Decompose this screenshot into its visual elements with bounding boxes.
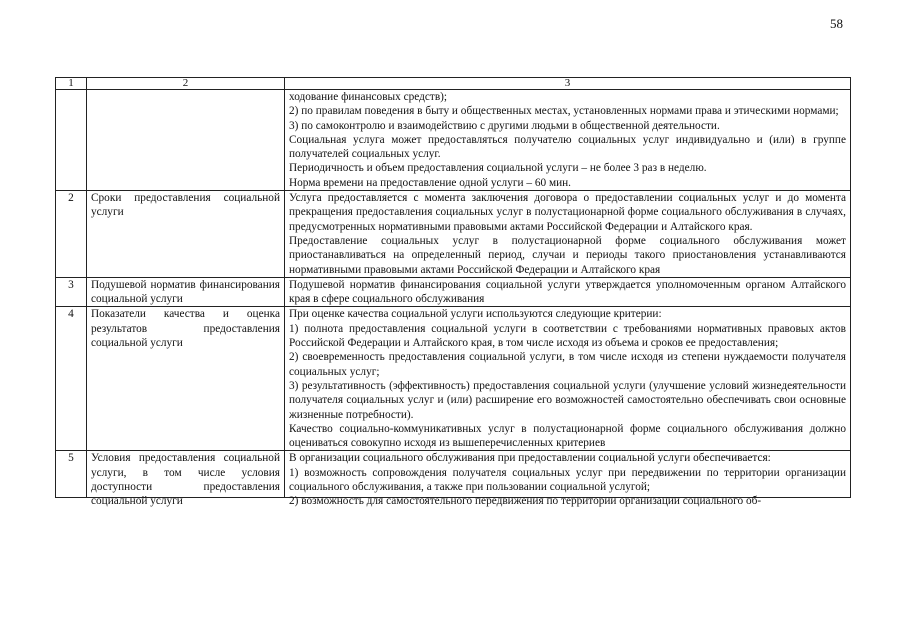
paragraph: ходование финансовых средств);	[289, 91, 448, 103]
row-name: Сроки предоставления социальной услуги	[87, 191, 285, 278]
row-content	[285, 277, 851, 307]
paragraph: 1) полнота предоставления социальной услуги в соответствии с требованиями нормативных правовых актов Российской Федерации и Алтайского края, в том числе исходя из объема и сроков ее предоставления;	[289, 322, 846, 350]
paragraph: 2) по правилам поведения в быту и общественных местах, установленных нормами права и этическими нормами;	[289, 105, 839, 118]
paragraph: 2) возможность для самостоятельного передвижения по территории организации социального об-	[289, 495, 762, 508]
paragraph: 3) по самоконтролю и взаимодействию с другими людьми в общественной деятельности.	[289, 119, 720, 132]
table-row	[56, 191, 851, 278]
table-row	[56, 307, 851, 451]
page-number: 58	[830, 16, 843, 31]
column-header-content: 3	[285, 78, 851, 90]
table-row	[56, 90, 851, 191]
row-name	[87, 90, 285, 191]
paragraph: При оценке качества социальной услуги используются следующие критерии:	[289, 308, 662, 321]
row-content-clip	[289, 451, 846, 508]
paragraph: Предоставление социальных услуг в полустационарной форме социального обслуживания может приостанавливаться на определенный период, случаи и периоды такого приостановления устанавливаются нормативными правовыми актами Российской Федерации и Алтайского края	[289, 234, 846, 276]
table-header-row	[56, 78, 851, 90]
paragraph: Качество социально-коммуникативных услуг в полустационарной форме социального обслуживания должно оцениваться совокупно исходя из вышеперечисленных критериев	[289, 422, 846, 450]
paragraph: 1) возможность сопровождения получателя социальных услуг при передвижении по территории организации социального обслуживания, а также при пользовании социальной услугой;	[289, 466, 846, 494]
paragraph: Подушевой норматив финансирования социальной услуги утверждается уполномоченным органом Алтайского края в сфере социального обслуживания	[289, 278, 846, 306]
row-name: Показатели качества и оценка результатов предоставления социальной услуги	[87, 307, 285, 451]
paragraph: Периодичность и объем предоставления социальной услуги – не более 3 раз в неделю.	[289, 162, 707, 175]
paragraph: В организации социального обслуживания при предоставлении социальной услуги обеспечивается:	[289, 452, 771, 465]
row-number: 5	[56, 451, 87, 498]
row-content	[285, 191, 851, 278]
column-header-number: 1	[56, 78, 87, 90]
row-content	[285, 90, 851, 191]
row-name	[87, 451, 285, 508]
row-number: 3	[56, 277, 87, 307]
row-content	[285, 307, 851, 451]
paragraph: 2) своевременность предоставления социальной услуги, в том числе исходя из степени нуждаемости получателя социальных услуг;	[289, 351, 846, 378]
row-number	[56, 90, 87, 191]
row-number: 4	[56, 307, 87, 451]
table-row	[56, 277, 851, 307]
service-standard-table	[55, 77, 851, 508]
row-content	[285, 451, 851, 508]
paragraph: Услуга предоставляется с момента заключения договора о предоставлении социальных услуг и до момента прекращения предоставления социальных услуг в полустационарной форме социального обслуживания в случаях, предусмотренных нормативными правовыми актами Российской Федерации и Алтайского края.	[289, 192, 846, 233]
column-header-name: 2	[87, 78, 285, 90]
paragraph: 3) результативность (эффективность) предоставления социальной услуги (улучшение условий жизнедеятельности получателя социальных услуг и (или) расширение его возможностей самостоятельно обеспечивать свои основные жизненные потребности).	[289, 379, 846, 421]
row-number: 2	[56, 191, 87, 278]
row-name: Подушевой норматив финансирования социальной услуги	[87, 277, 285, 307]
row-name-text: Условия предоставления социальной услуги, в том числе условия доступности предоставления социальной услуги	[91, 452, 280, 508]
paragraph: Норма времени на предоставление одной услуги – 60 мин.	[289, 176, 572, 189]
paragraph: Социальная услуга может предоставляться получателю социальных услуг индивидуально и (или) в группе получателей социальных услуг.	[289, 133, 846, 161]
table-row	[56, 451, 851, 498]
